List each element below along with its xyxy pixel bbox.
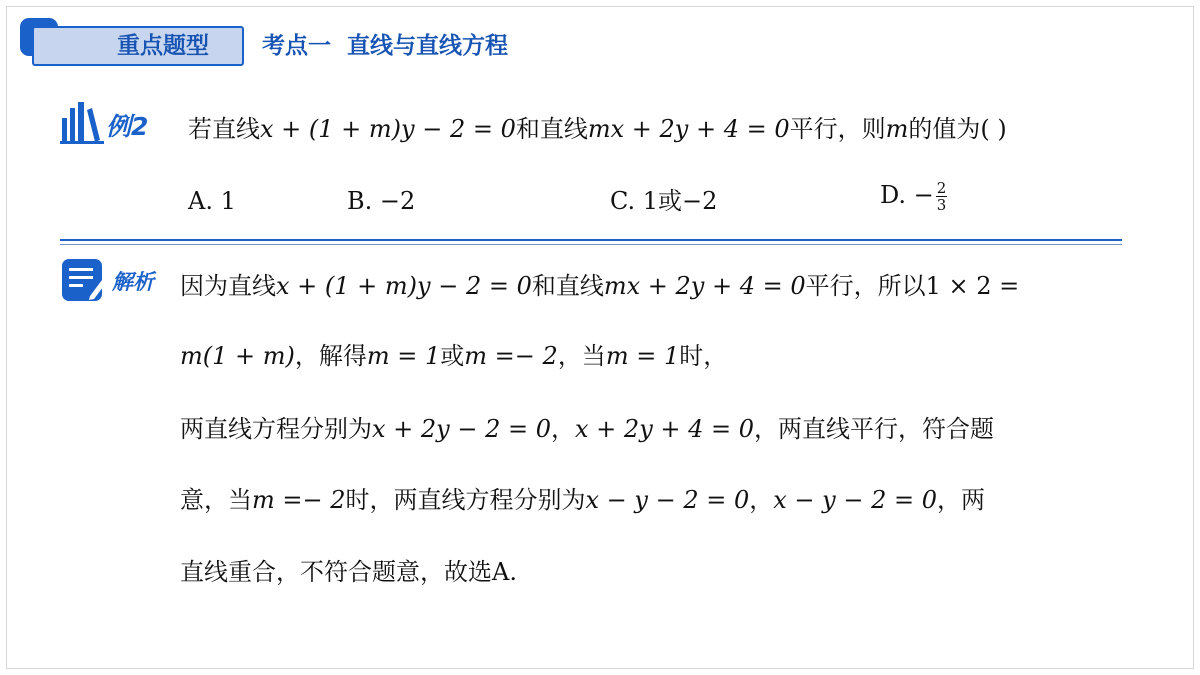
header-title bbox=[262, 26, 508, 66]
example-books-icon bbox=[60, 98, 178, 144]
option-d[interactable]: D. − $\frac{2}{3}$ bbox=[880, 179, 947, 214]
solution-line-5: 直线重合，不符合题意，故选A. bbox=[180, 558, 517, 586]
question-text: 若直线x + (1 + m)y − 2 = 0和直线mx + 2y + 4 = 0平行，则m的值为( ) bbox=[188, 115, 1007, 143]
example-icon-label: 例2 bbox=[106, 112, 149, 141]
section-divider bbox=[60, 239, 1122, 241]
option-c[interactable]: C. 1或−2 bbox=[610, 187, 718, 215]
solution-line-1: 因为直线x + (1 + m)y − 2 = 0和直线mx + 2y + 4 = 0平行，所以1 × 2 = bbox=[180, 272, 1020, 300]
option-a[interactable]: A. 1 bbox=[188, 187, 236, 215]
option-b[interactable]: B. −2 bbox=[347, 187, 416, 215]
solution-icon-label: 解析 bbox=[112, 270, 154, 294]
solution-line-3: 两直线方程分别为x + 2y − 2 = 0，x + 2y + 4 = 0，两直线平行，符合题 bbox=[180, 415, 995, 443]
option-d-fraction: $\frac{2}{3}$ bbox=[936, 179, 947, 214]
solution-line-4: 意，当m =− 2时，两直线方程分别为x − y − 2 = 0，x − y − 2 = 0，两 bbox=[180, 486, 985, 514]
section-badge-label: 重点题型 bbox=[117, 33, 209, 59]
solution-notes-icon bbox=[60, 256, 172, 306]
header-title-part1: 考点一 bbox=[262, 33, 331, 59]
section-divider-thin bbox=[60, 244, 1122, 245]
header-title-part2: 直线与直线方程 bbox=[347, 33, 508, 59]
solution-line-2: m(1 + m)，解得m = 1或m =− 2，当m = 1时， bbox=[180, 342, 728, 370]
